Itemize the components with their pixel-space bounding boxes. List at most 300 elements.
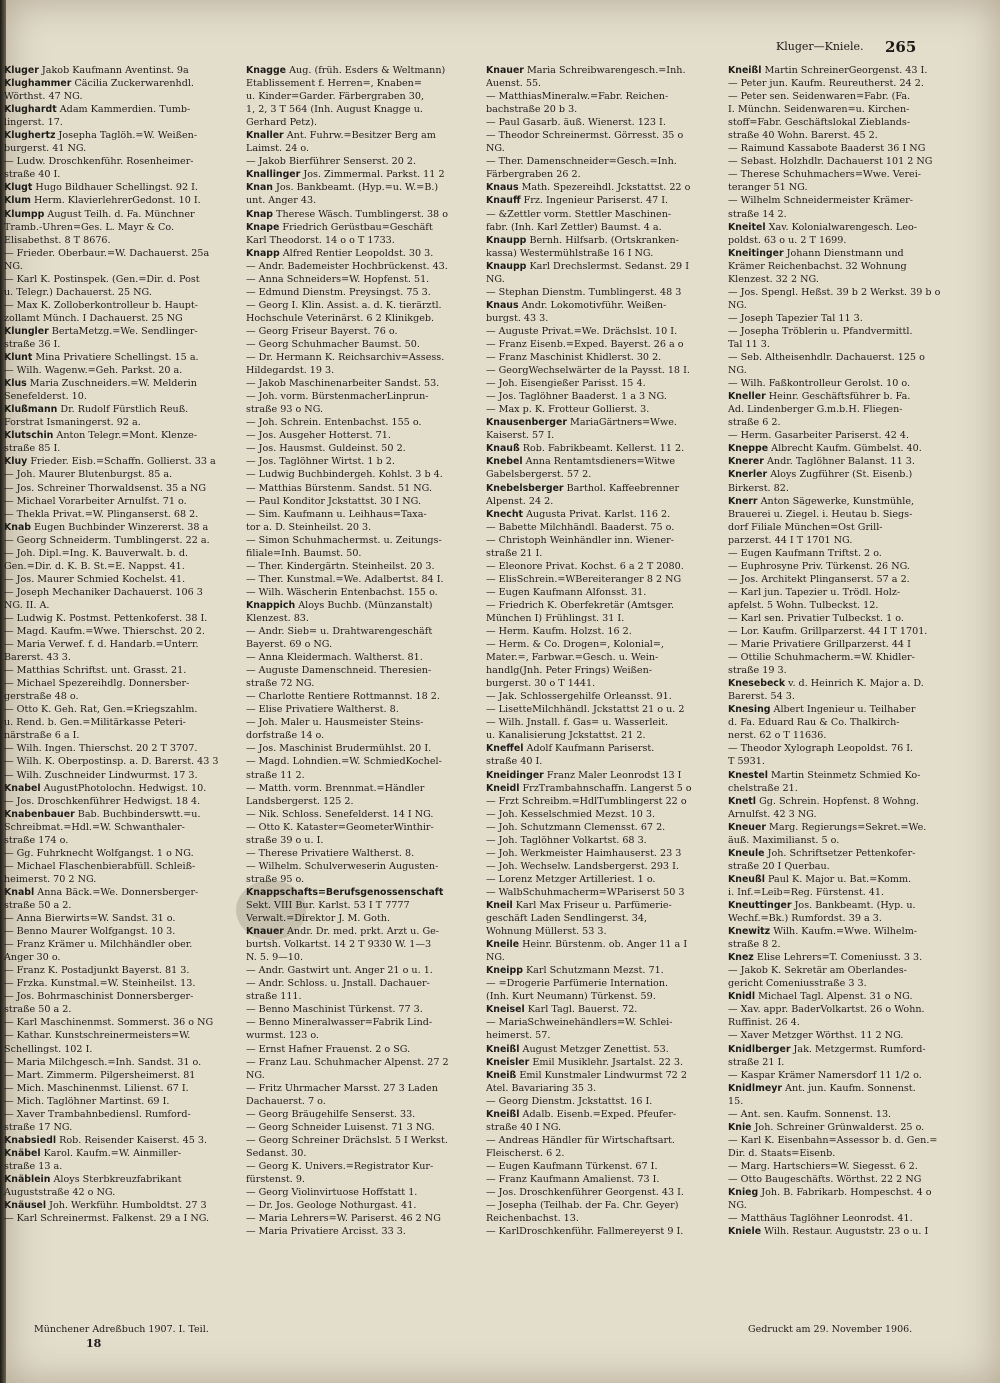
directory-entry — [4, 625, 242, 638]
entry-text: — Jos. Spengl. Heßst. 39 b 2 Werkst. 39 b o — [728, 286, 941, 298]
entry-text: Andr. Taglöhner Balanst. 11 3. — [766, 456, 915, 468]
entry-text: Joh. Schriftsetzer Pettenkofer- — [767, 847, 916, 859]
entry-text: Joh. Werkführ. Humboldtst. 27 3 — [49, 1200, 207, 1212]
directory-entry — [486, 664, 724, 677]
entry-text: u. Kinder=Garder. Färbergraben 30, — [246, 91, 425, 103]
directory-entry — [246, 990, 484, 1003]
surname: Knez — [728, 952, 754, 964]
directory-entry — [246, 482, 484, 495]
directory-entry — [246, 1212, 484, 1225]
entry-text: Jakob Kaufmann Aventinst. 9a — [41, 65, 189, 76]
entry-text: — GeorgWechselwärter de la Paysst. 18 I. — [486, 365, 690, 377]
directory-entry — [246, 534, 484, 547]
entry-text: Senefelderst. 10. — [4, 391, 87, 403]
directory-entry — [4, 155, 242, 168]
entry-text: — Karl Schreinermst. Falkenst. 29 a I NG. — [4, 1213, 210, 1225]
surname: Klughammer — [4, 78, 72, 90]
directory-entry — [728, 729, 968, 742]
entry-text: — Joh. Maurer Blutenburgst. 85 a. — [4, 469, 173, 481]
entry-text: — &Zettler vorm. Stettler Maschinen- — [486, 208, 672, 220]
directory-entry — [486, 560, 724, 573]
directory-entry — [246, 338, 484, 351]
entry-text: Albrecht Kaufm. Gümbelst. 40. — [771, 443, 922, 455]
directory-entry — [246, 1108, 484, 1121]
entry-text: Karl Tagl. Bauerst. 72. — [527, 1004, 638, 1016]
entry-text: — Paul Gasarb. äuß. Wienerst. 123 I. — [486, 117, 666, 129]
surname: Kluger — [4, 65, 39, 76]
directory-entry — [246, 1003, 484, 1016]
surname: Knäusel — [4, 1200, 47, 1212]
entry-text: Friedrich Gerüstbau=Geschäft — [282, 221, 433, 233]
directory-entry — [486, 116, 724, 129]
print-date: Gedruckt am 29. November 1906. — [748, 1324, 913, 1335]
surname: Klughertz — [4, 130, 56, 142]
entry-text: — Jak. Schlossergehilfe Orleansst. 91. — [486, 691, 672, 703]
entry-text: T 5931. — [728, 756, 765, 768]
entry-text: — Wilhelm. Schulverweserin Augusten- — [246, 860, 439, 872]
entry-text: Reichenbachst. 13. — [486, 1213, 579, 1225]
directory-entry — [728, 1225, 968, 1238]
entry-text: — Josepha Tröblerin u. Pfandvermittl. — [728, 325, 913, 337]
directory-entry — [246, 899, 484, 912]
directory-entry — [4, 508, 242, 521]
entry-text: — Josepha (Teilhab. der Fa. Chr. Geyer) — [486, 1200, 679, 1212]
directory-entry — [486, 1056, 724, 1069]
directory-entry — [246, 703, 484, 716]
directory-entry — [486, 795, 724, 808]
directory-entry — [486, 521, 724, 534]
entry-text: Adolf Kaufmann Pariserst. — [526, 743, 655, 755]
surname: Knape — [246, 221, 280, 233]
entry-text: — Otto K. Kataster=GeometerWinthir- — [246, 821, 434, 833]
entry-text: FrzTrambahnschaffn. Langerst 5 o — [522, 782, 692, 794]
page-footer — [10, 1324, 990, 1364]
surname: Kneller — [728, 391, 766, 403]
directory-entry — [486, 886, 724, 899]
entry-text: — Franz Kaufmann Amalienst. 73 I. — [486, 1173, 660, 1185]
entry-text: unt. Anger 43. — [246, 195, 317, 207]
directory-entry — [4, 742, 242, 755]
entry-text: nerst. 62 o T 11636. — [728, 730, 827, 742]
entry-text: Jak. Metzgermst. Rumford- — [793, 1043, 926, 1055]
entry-text: — Mart. Zimmerm. Pilgersheimerst. 81 — [4, 1069, 196, 1081]
entry-text: — Lor. Kaufm. Grillparzerst. 44 I T 1701. — [728, 626, 928, 638]
surname: Knauer — [486, 65, 524, 76]
directory-entry — [728, 247, 968, 260]
directory-entry — [728, 586, 968, 599]
surname: Kneitinger — [728, 247, 784, 259]
entry-text: fabr. (Inh. Karl Zettler) Baumst. 4 a. — [486, 221, 662, 233]
directory-entry — [728, 168, 968, 181]
directory-entry — [246, 181, 484, 194]
entry-text: Karl Max Friseur u. Parfümerie- — [515, 900, 672, 911]
entry-text: geschäft Laden Sendlingerst. 34, — [486, 913, 648, 925]
entry-text: straße 40 I. — [486, 756, 543, 768]
entry-text: straße 85 I. — [4, 443, 61, 455]
directory-entry — [4, 403, 242, 416]
entry-text: Birkerst. 82. — [728, 482, 789, 494]
entry-text: — WalbSchuhmacherm=WPariserst 50 3 — [486, 886, 685, 898]
directory-entry — [486, 455, 724, 468]
directory-entry — [246, 116, 484, 129]
entry-text: — Georg Friseur Bayerst. 76 o. — [246, 325, 398, 337]
entry-text: straße 39 o u. I. — [246, 834, 324, 846]
entry-text: gerstraße 48 o. — [4, 691, 79, 703]
surname: Knappschafts=Berufsgenossenschaft — [246, 886, 444, 898]
entry-text: — Magd. Lohndien.=W. SchmiedKochel- — [246, 756, 442, 768]
directory-entry — [4, 912, 242, 925]
surname: Kneule — [728, 847, 765, 859]
entry-text: Emil Musiklehr. Jsartalst. 22 3. — [532, 1056, 684, 1068]
directory-entry — [246, 1016, 484, 1029]
directory-entry — [246, 155, 484, 168]
surname: Knebel — [486, 456, 523, 468]
surname: Knerer — [728, 456, 764, 468]
entry-text: Dir. d. Staats=Eisenb. — [728, 1147, 836, 1159]
directory-entry — [486, 1082, 724, 1095]
entry-text: straße 17 NG. — [4, 1121, 73, 1133]
entry-text: Kaiserst. 57 I. — [486, 430, 555, 442]
directory-entry — [728, 234, 968, 247]
entry-text: — Wilh. Faßkontrolleur Gerolst. 10 o. — [728, 378, 911, 390]
directory-entry — [486, 547, 724, 560]
entry-text: straße 8 2. — [728, 939, 781, 951]
entry-text: — Dr. Jos. Geologe Nothurgast. 41. — [246, 1200, 417, 1212]
entry-text: Albert Ingenieur u. Teilhaber — [773, 704, 916, 716]
entry-text: — Ant. sen. Kaufm. Sonnenst. 13. — [728, 1108, 892, 1120]
directory-entry — [246, 612, 484, 625]
directory-entry — [486, 312, 724, 325]
entry-text: — Dr. Hermann K. Reichsarchiv=Assess. — [246, 352, 445, 364]
surname: Kneußl — [728, 873, 765, 885]
entry-text: — MatthiasMineralw.=Fabr. Reichen- — [486, 91, 669, 103]
entry-text: — Karl K. Postinspek. (Gen.=Dir. d. Post — [4, 273, 200, 285]
directory-entry — [486, 586, 724, 599]
directory-entry — [728, 495, 968, 508]
directory-entry — [728, 547, 968, 560]
directory-entry — [728, 299, 968, 312]
directory-entry — [486, 1160, 724, 1173]
entry-text: — Wilh. Zuschneider Lindwurmst. 17 3. — [4, 769, 198, 781]
directory-entry — [728, 1029, 968, 1042]
directory-entry — [486, 1173, 724, 1186]
directory-entry — [4, 690, 242, 703]
entry-text: — Eleonore Privat. Kochst. 6 a 2 T 2080. — [486, 560, 684, 572]
entry-text: — Maria Milchgesch.=Inh. Sandst. 31 o. — [4, 1056, 202, 1068]
column-1 — [4, 64, 242, 1322]
directory-entry — [246, 951, 484, 964]
surname: Knidlberger — [728, 1043, 791, 1055]
directory-entry — [246, 664, 484, 677]
directory-entry — [728, 312, 968, 325]
column-4 — [728, 64, 968, 1322]
entry-text: — Benno Maschinist Türkenst. 77 3. — [246, 1004, 423, 1016]
directory-entry — [728, 1082, 968, 1095]
entry-text: — Joh. Kesselschmied Mezst. 10 3. — [486, 808, 656, 820]
directory-entry — [4, 651, 242, 664]
directory-entry — [4, 495, 242, 508]
surname: Knauff — [486, 195, 521, 207]
directory-entry — [728, 390, 968, 403]
surname: Kneffel — [486, 743, 524, 755]
entry-text: Karol. Kaufm.=W. Ainmiller- — [43, 1147, 182, 1159]
entry-text: Aloys Sterbkreuzfabrikant — [53, 1173, 182, 1185]
entry-text: — Andr. Schloss. u. Jnstall. Dachauer- — [246, 978, 430, 990]
directory-entry — [4, 964, 242, 977]
directory-entry — [4, 547, 242, 560]
entry-text: — Babette Milchhändl. Baaderst. 75 o. — [486, 521, 675, 533]
directory-entry — [246, 208, 484, 221]
directory-entry — [486, 1225, 724, 1238]
entry-text: — MariaSchweinehändlers=W. Schlei- — [486, 1017, 673, 1029]
directory-entry — [486, 599, 724, 612]
surname: Knaller — [246, 130, 284, 142]
directory-entry — [728, 651, 968, 664]
entry-text: Karl Theodorst. 14 o o T 1733. — [246, 234, 395, 246]
entry-text: — Georg Violinvirtuose Hoffstatt 1. — [246, 1187, 418, 1199]
directory-entry — [246, 782, 484, 795]
entry-text: Karl Schutzmann Mezst. 71. — [526, 965, 664, 977]
directory-entry — [246, 90, 484, 103]
entry-text: — Xav. appr. BaderVolkartst. 26 o Wohn. — [728, 1004, 925, 1016]
entry-text: — Xaver Trambahnbediensl. Rumford- — [4, 1108, 191, 1120]
directory-entry — [728, 77, 968, 90]
directory-entry — [728, 560, 968, 573]
directory-entry — [4, 142, 242, 155]
directory-entry — [728, 625, 968, 638]
entry-text: — Therese Privatiere Waltherst. 8. — [246, 847, 415, 859]
entry-text: Jos. Bankbeamt. (Hyp.=u. W.=B.) — [276, 182, 439, 194]
directory-entry — [4, 286, 242, 299]
entry-text: Krämer Reichenbachst. 32 Wohnung — [728, 260, 907, 272]
directory-entry — [4, 299, 242, 312]
entry-text: — Max K. Zolloberkontrolleur b. Haupt- — [4, 299, 199, 311]
entry-text: — Ther. Kunstmal.=We. Adalbertst. 84 I. — [246, 573, 444, 585]
directory-entry — [486, 247, 724, 260]
directory-entry — [246, 77, 484, 90]
directory-entry — [728, 716, 968, 729]
directory-entry — [4, 1095, 242, 1108]
directory-entry — [4, 482, 242, 495]
entry-text: — Jakob Maschinenarbeiter Sandst. 53. — [246, 378, 440, 390]
entry-text: Anna Rentamtsdieners=Witwe — [525, 456, 676, 468]
entry-text: straße 50 a 2. — [4, 900, 72, 911]
entry-text: — Ernst Hafner Frauenst. 2 o SG. — [246, 1043, 411, 1055]
entry-text: Bernh. Hilfsarb. (Ortskranken- — [529, 234, 679, 246]
directory-entry — [486, 716, 724, 729]
entry-text: gericht Comeniusstraße 3 3. — [728, 978, 867, 990]
directory-entry — [486, 194, 724, 207]
entry-text: — Mich. Taglöhner Martinst. 69 I. — [4, 1095, 170, 1107]
directory-entry — [728, 455, 968, 468]
directory-entry — [728, 599, 968, 612]
entry-text: heimerst. 57. — [486, 1030, 551, 1042]
directory-entry — [4, 560, 242, 573]
directory-entry — [4, 325, 242, 338]
surname: Kneuer — [728, 821, 766, 833]
surname: Knäbel — [4, 1147, 41, 1159]
entry-text: — Elise Privatiere Waltherst. 8. — [246, 704, 399, 716]
directory-entry — [728, 664, 968, 677]
directory-entry — [4, 194, 242, 207]
entry-text: Therese Wäsch. Tumblingerst. 38 o — [276, 208, 448, 220]
entry-text: Anton Telegr.=Mont. Klenze- — [56, 430, 198, 442]
entry-text: Sedanst. 30. — [246, 1147, 307, 1159]
directory-entry — [246, 312, 484, 325]
entry-text: — Peter sen. Seidenwaren=Fabr. (Fa. — [728, 91, 911, 103]
directory-entry — [4, 429, 242, 442]
directory-entry — [728, 429, 968, 442]
entry-text: München I) Frühlingst. 31 I. — [486, 612, 625, 624]
entry-text: Dachauerst. 7 o. — [246, 1095, 326, 1107]
directory-entry — [486, 912, 724, 925]
entry-text: — Ther. Damenschneider=Gesch.=Inh. — [486, 156, 677, 168]
directory-entry — [4, 1003, 242, 1016]
entry-text: d. Fa. Eduard Rau & Co. Thalkirch- — [728, 717, 900, 729]
directory-entry — [4, 938, 242, 951]
surname: Knappich — [246, 599, 296, 611]
directory-entry — [4, 1069, 242, 1082]
entry-text: — Auguste Damenschneid. Theresien- — [246, 665, 432, 677]
directory-entry — [246, 795, 484, 808]
entry-text: straße 11 2. — [246, 769, 305, 781]
surname: Knidl — [728, 991, 756, 1003]
entry-text: Klenzest. 83. — [246, 612, 309, 624]
directory-entry — [246, 808, 484, 821]
directory-entry — [4, 247, 242, 260]
entry-text: — Georg Dienstm. Jckstattst. 16 I. — [486, 1095, 653, 1107]
entry-text: Dr. Rudolf Fürstlich Reuß. — [60, 404, 189, 416]
entry-text: — Seb. Altheisenhdlr. Dachauerst. 125 o — [728, 352, 925, 364]
directory-entry — [728, 964, 968, 977]
entry-text: — Wilh. Wagenw.=Geh. Parkst. 20 a. — [4, 365, 183, 377]
surname: Knewitz — [728, 926, 771, 938]
entry-text: Barthol. Kaffeebrenner — [566, 482, 680, 494]
entry-text: — Andr. Gastwirt unt. Anger 21 o u. 1. — [246, 965, 433, 977]
surname: Knäblein — [4, 1173, 51, 1185]
entry-text: lingerst. 17. — [4, 117, 63, 129]
surname: Knesing — [728, 704, 771, 716]
entry-text: straße 72 NG. — [246, 678, 315, 690]
entry-text: — Anna Schneiders=W. Hopfenst. 51. — [246, 273, 430, 285]
directory-entry — [728, 808, 968, 821]
entry-text: Brauerei u. Ziegel. i. Heutau b. Siegs- — [728, 508, 913, 520]
entry-text: Augusta Privat. Karlst. 116 2. — [526, 508, 671, 520]
surname: Klutschin — [4, 430, 54, 442]
entry-text: straße 21 I. — [728, 1056, 785, 1068]
surname: Knagge — [246, 65, 287, 76]
directory-entry — [486, 482, 724, 495]
directory-entry — [246, 938, 484, 951]
entry-text: — Benno Mineralwasser=Fabrik Lind- — [246, 1017, 433, 1029]
directory-entry — [246, 1199, 484, 1212]
column-2 — [246, 64, 484, 1322]
directory-entry — [486, 142, 724, 155]
directory-entry — [486, 468, 724, 481]
entry-text: — KarlDroschkenführ. Fallmereyerst 9 I. — [486, 1226, 684, 1238]
directory-entry — [486, 847, 724, 860]
entry-text: Etablissement f. Herren=, Knaben= — [246, 78, 422, 90]
directory-entry — [486, 495, 724, 508]
directory-entry — [728, 703, 968, 716]
entry-text: — Jos. Architekt Plinganserst. 57 a 2. — [728, 573, 910, 585]
entry-text: — Joh. Wechselw. Landsbergerst. 293 I. — [486, 860, 679, 872]
surname: Knan — [246, 182, 273, 194]
entry-text: Hildegardst. 19 3. — [246, 365, 335, 377]
entry-text: — Matthias Bürstenm. Sandst. 51 NG. — [246, 482, 432, 494]
directory-entry — [246, 508, 484, 521]
directory-entry — [728, 1134, 968, 1147]
entry-text: Sekt. VIII Bur. Karlst. 53 I T 7777 — [246, 900, 410, 911]
directory-entry — [4, 273, 242, 286]
entry-text: Aloys Buchb. (Münzanstalt) — [298, 599, 433, 611]
directory-entry — [4, 90, 242, 103]
entry-text: — Maria Lehrers=W. Pariserst. 46 2 NG — [246, 1213, 441, 1225]
directory-entry — [486, 769, 724, 782]
directory-entry — [728, 990, 968, 1003]
directory-entry — [728, 1003, 968, 1016]
directory-entry — [4, 755, 242, 768]
directory-entry — [728, 116, 968, 129]
directory-entry — [4, 847, 242, 860]
entry-text: — Franz K. Postadjunkt Bayerst. 81 3. — [4, 965, 190, 977]
entry-text: Anger 30 o. — [4, 952, 61, 964]
directory-entry — [486, 208, 724, 221]
directory-entry — [486, 860, 724, 873]
directory-entry — [486, 364, 724, 377]
entry-text: NG. — [4, 260, 23, 272]
directory-entry — [246, 377, 484, 390]
entry-text: tor a. D. Steinheilst. 20 3. — [246, 521, 372, 533]
directory-entry — [4, 521, 242, 534]
entry-text: Klenzest. 32 2 NG. — [728, 273, 819, 285]
entry-text: Maria Schreibwarengesch.=Inh. — [526, 65, 686, 76]
entry-text: närstraße 6 a I. — [4, 730, 80, 742]
surname: Knauer — [246, 926, 284, 938]
entry-text: Math. Spezereihdl. Jckstattst. 22 o — [521, 182, 691, 194]
directory-entry — [4, 612, 242, 625]
entry-text: Adam Kammerdien. Tumb- — [59, 104, 191, 116]
directory-entry — [486, 90, 724, 103]
surname: Kneidinger — [486, 769, 544, 781]
entry-text: fürstenst. 9. — [246, 1173, 305, 1185]
directory-entry — [728, 534, 968, 547]
entry-text: Johann Dienstmann und — [786, 247, 904, 259]
entry-text: — Eugen Kaufmann Triftst. 2 o. — [728, 547, 882, 559]
entry-text: — Sebast. Holzhdlr. Dachauerst 101 2 NG — [728, 156, 933, 168]
entry-text: Wohnung Müllerst. 53 3. — [486, 926, 607, 938]
directory-entry — [728, 1056, 968, 1069]
directory-entry — [486, 1029, 724, 1042]
directory-entry — [246, 247, 484, 260]
directory-entry — [728, 782, 968, 795]
surname: Knabenbauer — [4, 808, 75, 820]
directory-entry — [728, 403, 968, 416]
directory-entry — [486, 286, 724, 299]
entry-text: Gerhard Petz). — [246, 117, 318, 129]
entry-text: — Nik. Schloss. Senefelderst. 14 I NG. — [246, 808, 434, 820]
entry-text: August Teilh. d. Fa. Münchner — [47, 208, 195, 220]
entry-text: straße 111. — [246, 991, 302, 1003]
entry-text: Heinr. Geschäftsführer b. Fa. — [768, 391, 911, 403]
directory-entry — [246, 351, 484, 364]
directory-entry — [486, 221, 724, 234]
surname: Klum — [4, 195, 31, 207]
entry-text: August Metzger Zenettist. 53. — [522, 1043, 669, 1055]
entry-text: Auguststraße 42 o NG. — [4, 1187, 116, 1199]
directory-entry — [728, 155, 968, 168]
directory-entry — [486, 612, 724, 625]
